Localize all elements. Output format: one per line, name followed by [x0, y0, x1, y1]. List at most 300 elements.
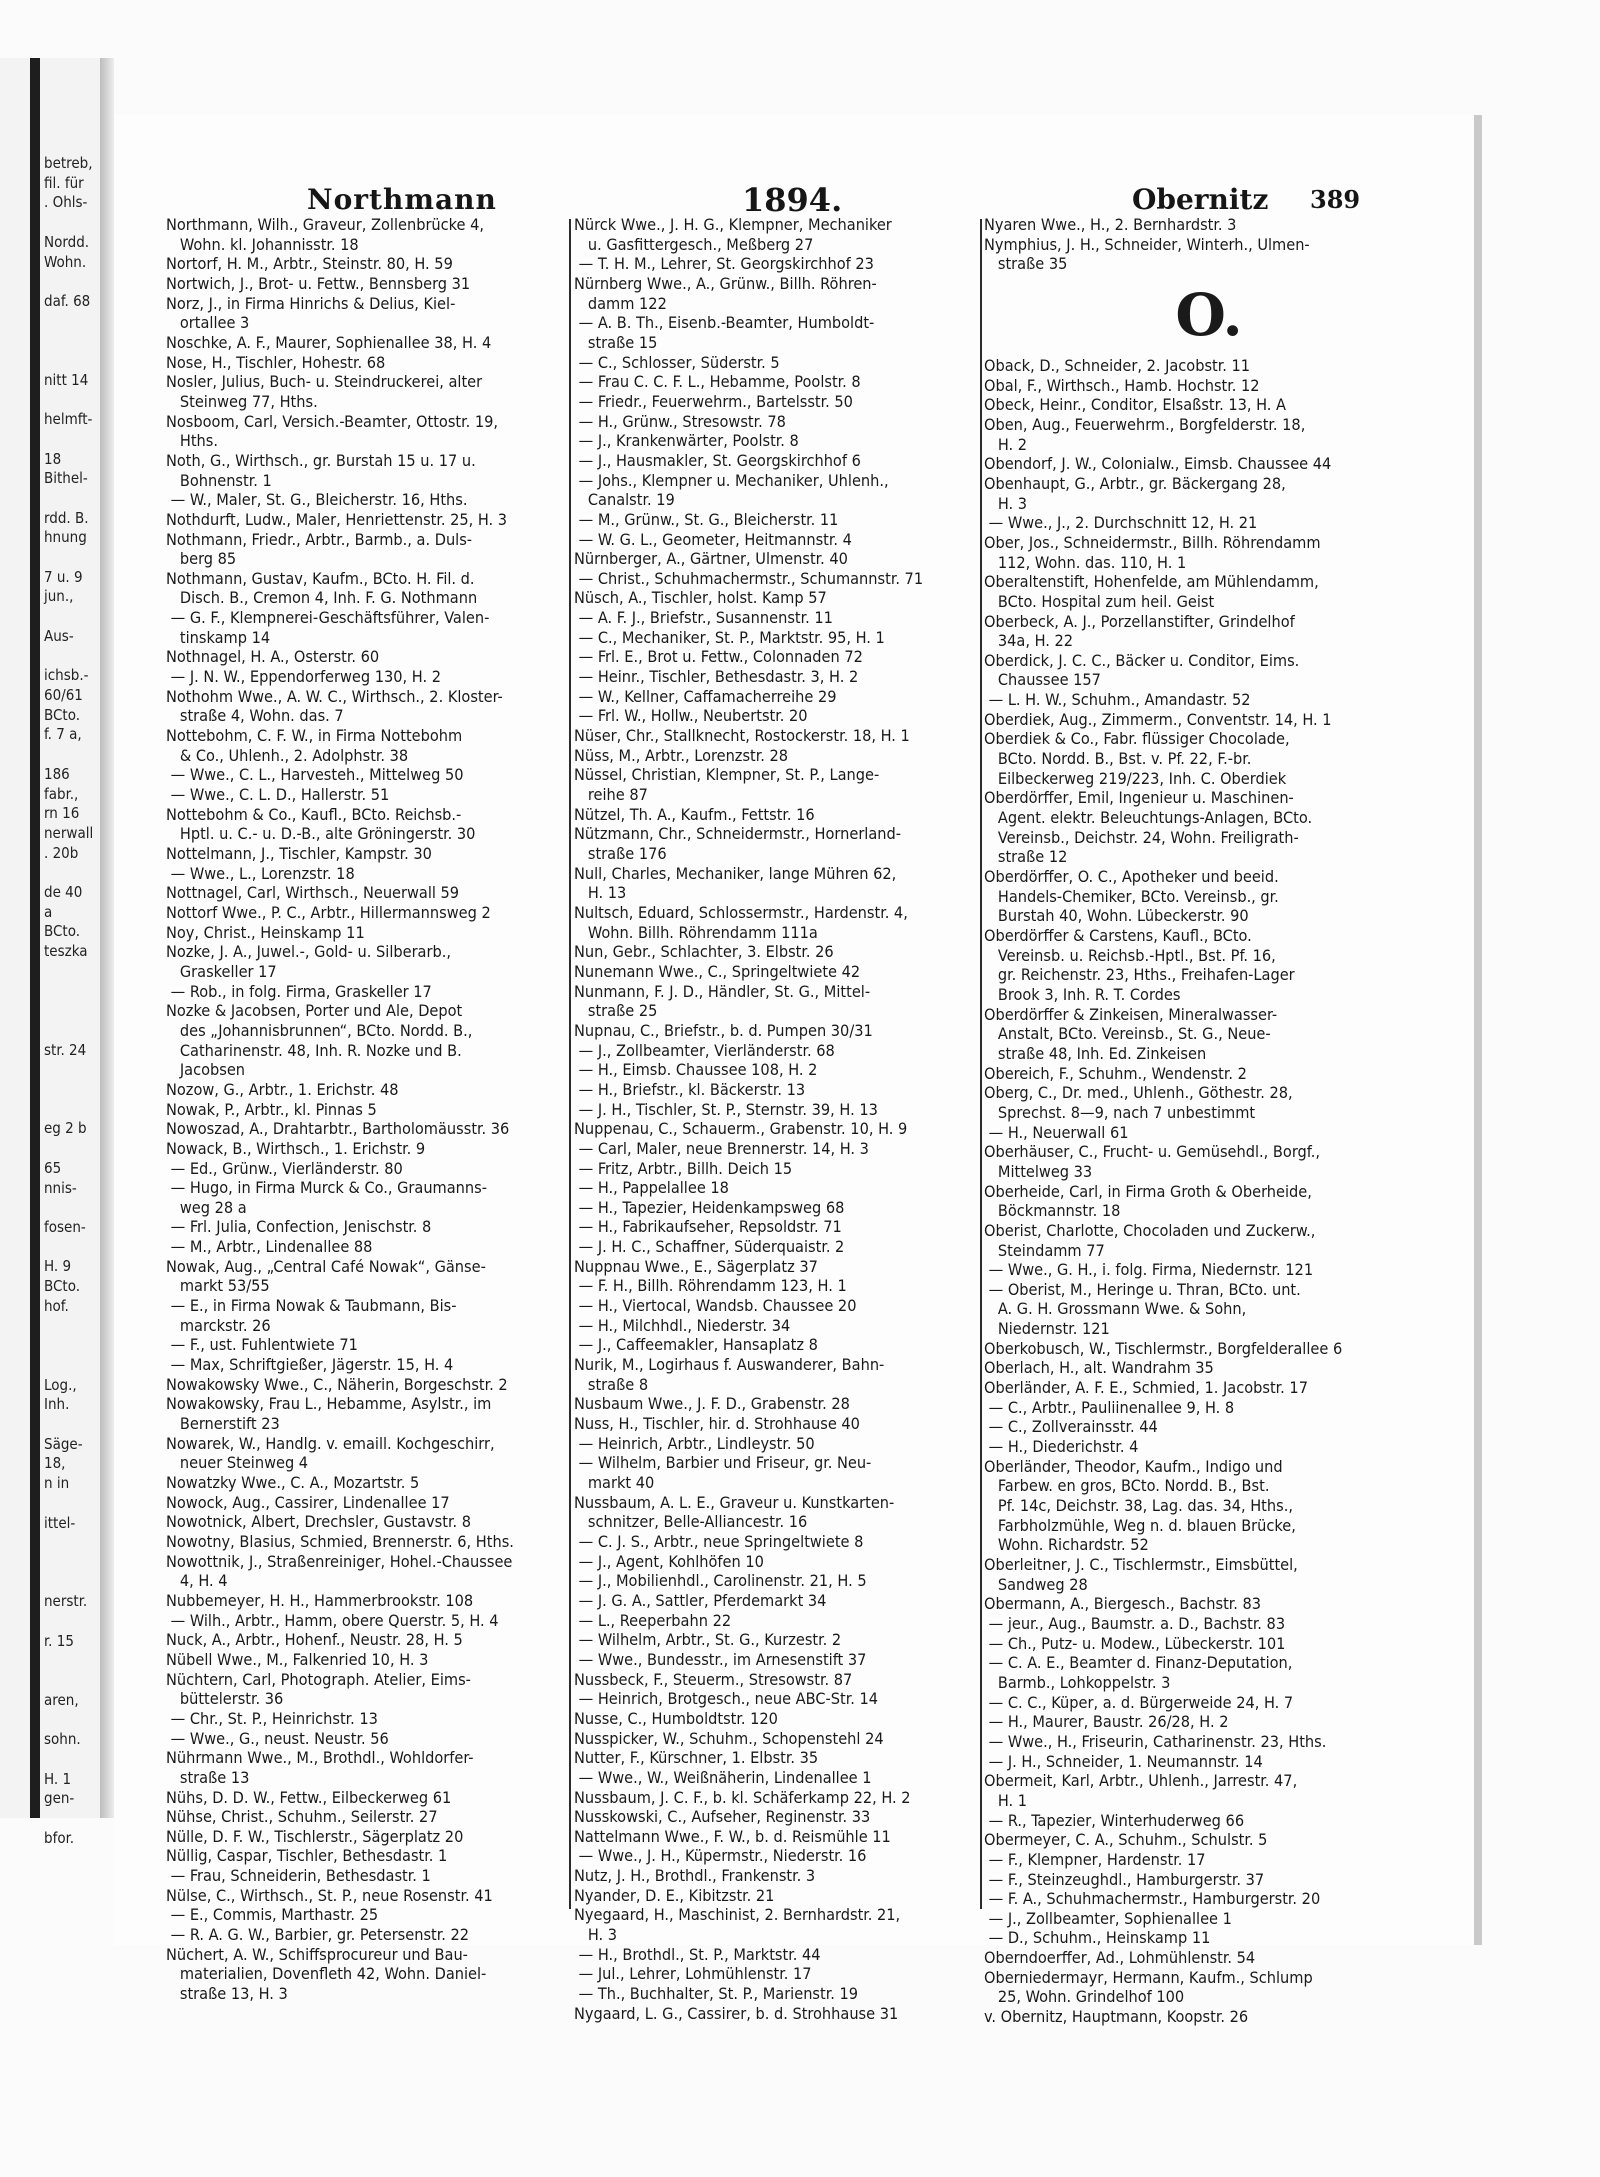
directory-entry-line: Nowakowsky, Frau L., Hebamme, Asylstr., im [166, 1394, 492, 1414]
directory-entry-line: — J., Agent, Kohlhöfen 10 [574, 1551, 764, 1571]
directory-entry-line: Nun, Gebr., Schlachter, 3. Elbstr. 26 [574, 942, 834, 962]
directory-entry-line: Niedernstr. 121 [984, 1319, 1110, 1339]
directory-entry-line: Nothmann, Gustav, Kaufm., BCto. H. Fil. d. [166, 568, 475, 588]
directory-entry-line: Nusse, C., Humboldtstr. 120 [574, 1708, 778, 1728]
directory-entry-line: — Max, Schriftgießer, Jägerstr. 15, H. 4 [166, 1355, 454, 1375]
directory-entry-line: Nürck Wwe., J. H. G., Klempner, Mechaniker [574, 215, 892, 234]
directory-entry-line: Nowotny, Blasius, Schmied, Brennerstr. 6, Hths. [166, 1531, 514, 1551]
directory-entry-line: — Wwe., G. H., i. folg. Firma, Niedernstr. 121 [984, 1260, 1314, 1280]
directory-entry-line: — Wwe., C. L. D., Hallerstr. 51 [166, 785, 390, 805]
directory-entry-line: H. 2 [984, 434, 1028, 454]
directory-entry-line: Northmann, Wilh., Graveur, Zollenbrücke 4, [166, 215, 484, 234]
directory-entry-line: — G. F., Klempnerei-Geschäftsführer, Valen- [166, 608, 490, 628]
directory-entry-line: — A. F. J., Briefstr., Susannenstr. 11 [574, 608, 833, 628]
directory-entry-line: — H., Diederichstr. 4 [984, 1437, 1139, 1457]
directory-entry-line: Nottebohm, C. F. W., in Firma Nottebohm [166, 726, 463, 746]
directory-entry-line: Nottebohm & Co., Kaufl., BCto. Reichsb.- [166, 804, 462, 824]
directory-entry-line: Nuppnau Wwe., E., Sägerplatz 37 [574, 1256, 818, 1276]
directory-entry-line: — C., Mechaniker, St. P., Marktstr. 95, H. 1 [574, 627, 885, 647]
directory-entry-line: — J., Krankenwärter, Poolstr. 8 [574, 431, 799, 451]
facing-page-fragment: Aus- [44, 626, 74, 645]
directory-entry-line: Wohn. kl. Johannisstr. 18 [166, 234, 359, 254]
facing-page-fragment: sohn. [44, 1730, 81, 1749]
facing-page-fragment: bfor. [44, 1828, 75, 1847]
directory-entry-line: — J. N. W., Eppendorferweg 130, H. 2 [166, 667, 441, 687]
directory-entry-line: Nuppenau, C., Schauerm., Grabenstr. 10, H. 9 [574, 1119, 908, 1139]
directory-entry-line: Null, Charles, Mechaniker, lange Mühren 62, [574, 863, 897, 883]
directory-entry-line: Nühs, D. D. W., Fettw., Eilbeckerweg 61 [166, 1787, 452, 1807]
directory-entry-line: gr. Reichenstr. 23, Hths., Freihafen-Lager [984, 965, 1295, 985]
directory-entry-line: Vereinsb. u. Reichsb.-Hptl., Bst. Pf. 16, [984, 945, 1276, 965]
directory-entry-line: — Wwe., J. H., Küpermstr., Niederstr. 16 [574, 1846, 867, 1866]
facing-page-fragment [44, 863, 100, 883]
directory-entry-line: Burstah 40, Wohn. Lübeckerstr. 90 [984, 906, 1249, 926]
facing-page-spine [30, 58, 40, 1818]
directory-entry-line: — R. A. G. W., Barbier, gr. Petersenstr. 22 [166, 1925, 470, 1945]
directory-entry-line: Obeck, Heinr., Conditor, Elsaßstr. 13, H. A [984, 395, 1287, 415]
directory-entry-line: Nuck, A., Arbtr., Hohenf., Neustr. 28, H. 5 [166, 1630, 463, 1650]
directory-entry-line: Nussbaum, A. L. E., Graveur u. Kunstkarten- [574, 1492, 895, 1512]
directory-entry-line: Nattelmann Wwe., F. W., b. d. Reismühle 11 [574, 1826, 891, 1846]
directory-entry-line: — F., Steinzeughdl., Hamburgerstr. 37 [984, 1869, 1265, 1889]
facing-page-fragment [44, 390, 100, 410]
directory-entry-line: Vereinsb., Deichstr. 24, Wohn. Freiligrath- [984, 827, 1299, 847]
directory-entry-line: H. 1 [984, 1790, 1028, 1810]
directory-column-1 [166, 215, 566, 2004]
directory-entry-line: — Christ., Schuhmachermstr., Schumannstr. 71 [574, 568, 924, 588]
facing-page-fragment [44, 351, 100, 371]
directory-entry-line: — C. A. E., Beamter d. Finanz-Deputation, [984, 1653, 1293, 1673]
directory-entry-line: Nussbeck, F., Steuerm., Stresowstr. 87 [574, 1669, 853, 1689]
directory-entry-line: Nussbaum, J. C. F., b. kl. Schäferkamp 22, H. 2 [574, 1787, 911, 1807]
directory-entry-line: — Wilhelm, Arbtr., St. G., Kurzestr. 2 [574, 1630, 842, 1650]
facing-page-fragment [44, 607, 100, 627]
directory-entry-line: Nupnau, C., Briefstr., b. d. Pumpen 30/31 [574, 1020, 873, 1040]
facing-page-fragment: 18, [44, 1454, 66, 1473]
directory-entry-line: Nusspicker, W., Schuhm., Schopenstehl 24 [574, 1728, 884, 1748]
directory-entry-line: H. 3 [574, 1925, 618, 1945]
facing-page-fragment: a [44, 902, 53, 921]
directory-entry-line: Nüllig, Caspar, Tischler, Bethesdastr. 1 [166, 1846, 448, 1866]
directory-entry-line: — J., Hausmakler, St. Georgskirchhof 6 [574, 450, 861, 470]
facing-page-fragment: str. 24 [44, 1040, 87, 1059]
directory-entry-line: Oberländer, A. F. E., Schmied, 1. Jacobstr. 17 [984, 1378, 1308, 1398]
facing-page-fragment [44, 1809, 100, 1829]
directory-entry-line: Nymphius, J. H., Schneider, Winterh., Ulmen- [984, 234, 1310, 254]
directory-entry-line: Obermeyer, C. A., Schuhm., Schulstr. 5 [984, 1830, 1268, 1850]
directory-entry-line: damm 122 [574, 293, 667, 313]
directory-entry-line: straße 176 [574, 844, 667, 863]
directory-entry-line: — H., Neuerwall 61 [984, 1122, 1129, 1142]
directory-entry-line: — Wilh., Arbtr., Hamm, obere Querstr. 5, H. 4 [166, 1610, 499, 1630]
directory-entry-line: Nozke, J. A., Juwel.-, Gold- u. Silberarb., [166, 942, 451, 962]
facing-page-fragment: Säge- [44, 1434, 83, 1453]
directory-entry-line: Nowack, B., Wirthsch., 1. Erichstr. 9 [166, 1138, 426, 1158]
directory-entry-line: Norz, J., in Firma Hinrichs & Delius, Kiel- [166, 293, 456, 313]
directory-entry-line: H. 3 [984, 493, 1028, 513]
directory-entry-line: schnitzer, Belle-Alliancestr. 16 [574, 1512, 808, 1532]
directory-entry-line: — F. H., Billh. Röhrendamm 123, H. 1 [574, 1276, 847, 1296]
directory-entry-line: Obereich, F., Schuhm., Wendenstr. 2 [984, 1063, 1247, 1083]
facing-page-fragment [44, 548, 100, 568]
directory-entry-line: — Rob., in folg. Firma, Graskeller 17 [166, 981, 432, 1001]
directory-entry-line: Nüchert, A. W., Schiffsprocureur und Bau- [166, 1944, 468, 1964]
directory-entry-line: weg 28 a [166, 1197, 247, 1217]
directory-entry-line: Nuss, H., Tischler, hir. d. Strohhause 40 [574, 1414, 860, 1434]
facing-page-fragment [44, 982, 100, 1002]
directory-entry-line: — Jul., Lehrer, Lohmühlenstr. 17 [574, 1964, 812, 1984]
facing-page-fragment [44, 1651, 100, 1671]
directory-entry-line: Nüssel, Christian, Klempner, St. P., Lange- [574, 765, 880, 785]
directory-entry-line: — Th., Buchhalter, St. P., Marienstr. 19 [574, 1984, 858, 2004]
facing-page-fragment: nnis- [44, 1178, 77, 1197]
directory-entry-line: Mittelweg 33 [984, 1161, 1093, 1181]
directory-entry-line: Nyander, D. E., Kibitzstr. 21 [574, 1885, 775, 1905]
facing-page-fragment [44, 1356, 100, 1376]
directory-entry-line: 4, H. 4 [166, 1571, 228, 1591]
directory-entry-line: — J. H., Schneider, 1. Neumannstr. 14 [984, 1751, 1263, 1771]
facing-page-fragment [44, 1553, 100, 1573]
facing-page-fragment: Bithel- [44, 469, 88, 488]
directory-entry-line: Oberländer, Theodor, Kaufm., Indigo und [984, 1456, 1283, 1476]
directory-entry-line: — H., Briefstr., kl. Bäckerstr. 13 [574, 1079, 806, 1099]
directory-entry-line: Bohnenstr. 1 [166, 470, 272, 490]
directory-entry-line: Farbew. en gros, BCto. Nordd. B., Bst. [984, 1476, 1270, 1496]
facing-page-fragment [44, 1139, 100, 1159]
directory-entry-line: Farbholzmühle, Weg n. d. blauen Brücke, [984, 1515, 1296, 1535]
facing-page-fragment: nitt 14 [44, 370, 89, 389]
directory-entry-line: — Wwe., W., Weißnäherin, Lindenallee 1 [574, 1767, 872, 1787]
facing-page-fragment: BCto. [44, 705, 80, 724]
facing-page-fragment: H. 9 [44, 1257, 72, 1276]
directory-entry-line: Nülse, C., Wirthsch., St. P., neue Rosenstr. 41 [166, 1885, 493, 1905]
directory-entry-line: Nyegaard, H., Maschinist, 2. Bernhardstr. 21, [574, 1905, 901, 1925]
directory-entry-line: 112, Wohn. das. 110, H. 1 [984, 552, 1187, 572]
facing-page-fragment: teszka [44, 942, 88, 961]
header-left-running-head: Northmann [307, 183, 497, 216]
directory-entry-line: — Ed., Grünw., Vierländerstr. 80 [166, 1158, 403, 1178]
directory-entry-line: Nülle, D. F. W., Tischlerstr., Sägerplatz 20 [166, 1826, 464, 1846]
directory-entry-line: Nübell Wwe., M., Falkenried 10, H. 3 [166, 1649, 429, 1669]
directory-entry-line: — Wwe., Bundesstr., im Arnesenstift 37 [574, 1649, 867, 1669]
facing-page-fragment: ittel- [44, 1513, 76, 1532]
directory-entry-line: Oberniedermayr, Hermann, Kaufm., Schlump [984, 1967, 1313, 1987]
directory-entry-line: — Wilhelm, Barbier und Friseur, gr. Neu- [574, 1453, 872, 1473]
directory-entry-line: Oberdörffer, O. C., Apotheker und beeid. [984, 867, 1279, 887]
directory-entry-line: — Heinr., Tischler, Bethesdastr. 3, H. 2 [574, 667, 859, 687]
directory-entry-line: Oback, D., Schneider, 2. Jacobstr. 11 [984, 355, 1251, 375]
directory-entry-line: Noy, Christ., Heinskamp 11 [166, 922, 365, 942]
directory-entry-line: Barmb., Lohkoppelstr. 3 [984, 1672, 1171, 1692]
directory-entry-line: — Wwe., G., neust. Neustr. 56 [166, 1728, 389, 1748]
directory-entry-line: Brook 3, Inh. R. T. Cordes [984, 984, 1181, 1004]
directory-entry-line: Nürnberger, A., Gärtner, Ulmenstr. 40 [574, 549, 848, 569]
directory-entry-line: — Heinrich, Arbtr., Lindleystr. 50 [574, 1433, 815, 1453]
directory-entry-line: neuer Steinweg 4 [166, 1453, 309, 1473]
directory-entry-line: — Friedr., Feuerwehrm., Bartelsstr. 50 [574, 391, 853, 411]
facing-page-fragment [44, 1711, 100, 1731]
header-year: 1894. [742, 181, 843, 219]
directory-entry-line: 34a, H. 22 [984, 631, 1074, 651]
directory-entry-line: Catharinenstr. 48, Inh. R. Nozke und B. [166, 1040, 462, 1060]
facing-page-fragment: r. 15 [44, 1631, 74, 1650]
directory-entry-line: Oberdiek, Aug., Zimmerm., Conventstr. 14, H. 1 [984, 709, 1332, 729]
directory-entry-line: Hths. [166, 431, 218, 451]
directory-entry-line: Oberdiek & Co., Fabr. flüssiger Chocolade, [984, 729, 1290, 749]
facing-page-fragment [44, 1080, 100, 1100]
column-rule-1 [569, 219, 571, 1909]
directory-entry-line: markt 40 [574, 1473, 655, 1492]
directory-entry-line: Nunmann, F. J. D., Händler, St. G., Mittel- [574, 981, 871, 1001]
directory-entry-line: Nunemann Wwe., C., Springeltwiete 42 [574, 961, 861, 981]
directory-entry-line: — C., Zollverainsstr. 44 [984, 1417, 1158, 1437]
facing-page-fragment: Nordd. [44, 232, 90, 251]
directory-entry-line: marckstr. 26 [166, 1315, 271, 1335]
directory-entry-line: Oberdörffer & Carstens, Kaufl., BCto. [984, 926, 1252, 945]
facing-page-fragment: gen- [44, 1789, 75, 1808]
directory-entry-line: — J., Zollbeamter, Vierländerstr. 68 [574, 1040, 835, 1060]
facing-page-fragment [44, 1336, 100, 1356]
facing-page-fragment: nerstr. [44, 1592, 88, 1611]
directory-entry-line: Nottelmann, J., Tischler, Kampstr. 30 [166, 844, 432, 863]
facing-page-fragment: BCto. [44, 1277, 80, 1296]
directory-entry-line: Oberdick, J. C. C., Bäcker u. Conditor, Eims. [984, 650, 1300, 670]
directory-entry-line: ortallee 3 [166, 313, 250, 333]
facing-page-fragment: fabr., [44, 784, 79, 803]
directory-entry-line: straße 48, Inh. Ed. Zinkeisen [984, 1043, 1207, 1063]
directory-entry-line: — D., Schuhm., Heinskamp 11 [984, 1928, 1211, 1948]
directory-entry-line: Anstalt, BCto. Vereinsb., St. G., Neue- [984, 1024, 1271, 1044]
directory-entry-line: Wohn. Richardstr. 52 [984, 1535, 1149, 1555]
facing-page-fragment: fil. für [44, 173, 84, 192]
directory-entry-line: — H., Maurer, Baustr. 26/28, H. 2 [984, 1712, 1229, 1732]
directory-entry-line: — H., Grünw., Stresowstr. 78 [574, 411, 786, 431]
facing-page-text-fragments [44, 154, 100, 1848]
facing-page-edge [0, 58, 103, 1847]
directory-entry-line: Nowakowsky Wwe., C., Näherin, Borgeschstr. 2 [166, 1374, 508, 1394]
directory-entry-line: — H., Viertocal, Wandsb. Chaussee 20 [574, 1296, 857, 1316]
directory-entry-line: — Hugo, in Firma Murck & Co., Graumanns- [166, 1178, 487, 1198]
directory-entry-line: — C., Arbtr., Pauliinenallee 9, H. 8 [984, 1397, 1235, 1417]
directory-entry-line: — F., ust. Fuhlentwiete 71 [166, 1335, 358, 1355]
facing-page-fragment [44, 1100, 100, 1120]
directory-entry-line: Handels-Chemiker, BCto. Vereinsb., gr. [984, 886, 1279, 906]
facing-page-fragment [44, 213, 100, 233]
directory-entry-line: — H., Pappelallee 18 [574, 1178, 729, 1198]
page-number: 389 [1310, 185, 1361, 214]
directory-entry-line: — J., Mobilienhdl., Carolinenstr. 21, H. 5 [574, 1571, 867, 1591]
directory-entry-line: — Frau C. C. F. L., Hebamme, Poolstr. 8 [574, 372, 861, 392]
directory-entry-line: — W., Maler, St. G., Bleicherstr. 16, Hths. [166, 490, 468, 510]
directory-entry-line: Wohn. Billh. Röhrendamm 111a [574, 922, 818, 942]
directory-entry-line: Oberndoerffer, Ad., Lohmühlenstr. 54 [984, 1948, 1256, 1968]
facing-page-fragment [44, 647, 100, 667]
directory-entry-line: A. G. H. Grossmann Wwe. & Sohn, [984, 1299, 1247, 1319]
facing-page-fragment: 7 u. 9 [44, 567, 83, 586]
directory-entry-line: Nüchtern, Carl, Photograph. Atelier, Eims- [166, 1669, 471, 1689]
directory-entry-line: reihe 87 [574, 785, 648, 805]
directory-page [114, 115, 1482, 2027]
directory-entry-line: Nühse, Christ., Schuhm., Seilerstr. 27 [166, 1807, 438, 1827]
directory-entry-line: — J. G. A., Sattler, Pferdemarkt 34 [574, 1590, 827, 1610]
facing-page-fragment: fosen- [44, 1217, 86, 1236]
directory-entry-line: BCto. Nordd. B., Bst. v. Pf. 22, F.-br. [984, 749, 1252, 769]
header-right-running-head: Obernitz [1132, 183, 1269, 216]
directory-entry-line: BCto. Hospital zum heil. Geist [984, 591, 1215, 611]
facing-page-fragment [44, 312, 100, 332]
directory-entry-line: Oberist, Charlotte, Chocoladen und Zuckerw., [984, 1220, 1316, 1240]
directory-entry-line: Nosboom, Carl, Versich.-Beamter, Ottostr. 19, [166, 411, 499, 431]
directory-entry-line: — Ch., Putz- u. Modew., Lübeckerstr. 101 [984, 1633, 1286, 1653]
directory-entry-line: — R., Tapezier, Winterhuderweg 66 [984, 1810, 1245, 1830]
directory-column-3 [984, 215, 1384, 2027]
directory-entry-line: Disch. B., Cremon 4, Inh. F. G. Nothmann [166, 588, 478, 608]
directory-entry-line: Nowak, Aug., „Central Café Nowak“, Gänse- [166, 1256, 486, 1276]
directory-entry-line: Oberheide, Carl, in Firma Groth & Oberheide, [984, 1181, 1312, 1201]
directory-entry-line: des „Johannisbrunnen“, BCto. Nordd. B., [166, 1020, 473, 1040]
directory-entry-line: Nygaard, L. G., Cassirer, b. d. Strohhause 31 [574, 2003, 899, 2023]
directory-entry-line: — W. G. L., Geometer, Heitmannstr. 4 [574, 529, 852, 549]
directory-entry-line: Nutter, F., Kürschner, 1. Elbstr. 35 [574, 1748, 819, 1768]
directory-entry-line: Nowatzky Wwe., C. A., Mozartstr. 5 [166, 1473, 420, 1492]
directory-entry-line: — J. H., Tischler, St. P., Sternstr. 39, H. 13 [574, 1099, 878, 1119]
directory-entry-line: Nottnagel, Carl, Wirthsch., Neuerwall 59 [166, 883, 460, 903]
directory-entry-line: Steindamm 77 [984, 1240, 1105, 1260]
directory-entry-line: tinskamp 14 [166, 627, 271, 647]
directory-entry-line: Oberdörffer, Emil, Ingenieur u. Maschinen- [984, 788, 1294, 808]
directory-entry-line: — jeur., Aug., Baumstr. a. D., Bachstr. 83 [984, 1613, 1286, 1633]
directory-entry-line: Nowarek, W., Handlg. v. emaill. Kochgeschirr, [166, 1433, 495, 1453]
directory-entry-line: Nüsch, A., Tischler, holst. Kamp 57 [574, 588, 827, 608]
directory-entry-line: Obenhaupt, G., Arbtr., gr. Bäckergang 28, [984, 473, 1286, 493]
directory-entry-line: — J., Zollbeamter, Sophienallee 1 [984, 1908, 1232, 1928]
directory-entry-line: Obermann, A., Biergesch., Bachstr. 83 [984, 1594, 1262, 1614]
facing-page-fragment [44, 430, 100, 450]
directory-entry-line: Nusbaum Wwe., J. F. D., Grabenstr. 28 [574, 1394, 850, 1414]
directory-entry-line: Nubbemeyer, H. H., Hammerbrookstr. 108 [166, 1590, 474, 1610]
directory-entry-line: Oberkobusch, W., Tischlermstr., Borgfelderallee 6 [984, 1338, 1343, 1358]
directory-entry-line: — T. H. M., Lehrer, St. Georgskirchhof 23 [574, 254, 874, 274]
directory-entry-line: — C. C., Küper, a. d. Bürgerweide 24, H. 7 [984, 1692, 1294, 1712]
facing-page-fragment: de 40 [44, 883, 83, 902]
directory-entry-line: materialien, Dovenfleth 42, Wohn. Daniel- [166, 1964, 487, 1984]
directory-entry-line: — L., Reeperbahn 22 [574, 1610, 732, 1630]
directory-entry-line: — Oberist, M., Heringe u. Thran, BCto. unt. [984, 1279, 1301, 1299]
facing-page-fragment: BCto. [44, 922, 80, 941]
facing-page-fragment: . Ohls- [44, 193, 88, 212]
directory-entry-line: Oberlach, H., alt. Wandrahm 35 [984, 1358, 1214, 1378]
facing-page-fragment [44, 1316, 100, 1336]
facing-page-fragment: jun., [44, 587, 74, 606]
directory-entry-line: Nusskowski, C., Aufseher, Reginenstr. 33 [574, 1807, 871, 1827]
facing-page-fragment [44, 1573, 100, 1593]
directory-entry-line: büttelerstr. 36 [166, 1689, 284, 1709]
directory-entry-line: — Wwe., J., 2. Durchschnitt 12, H. 21 [984, 513, 1258, 533]
directory-entry-line: H. 13 [574, 883, 627, 903]
directory-entry-line: & Co., Uhlenh., 2. Adolphstr. 38 [166, 745, 409, 765]
directory-entry-line: — Frl. W., Hollw., Neubertstr. 20 [574, 706, 808, 726]
directory-column-2 [574, 215, 994, 2023]
directory-entry-line: — Fritz, Arbtr., Billh. Deich 15 [574, 1158, 793, 1178]
directory-entry-line: Obendorf, J. W., Colonialw., Eimsb. Chaussee 44 [984, 454, 1332, 474]
directory-entry-line: Nothdurft, Ludw., Maler, Henriettenstr. 25, H. 3 [166, 509, 508, 529]
facing-page-fragment [44, 962, 100, 982]
facing-page-fragment [44, 1750, 100, 1770]
directory-entry-line: Nüser, Chr., Stallknecht, Rostockerstr. 18, H. 1 [574, 726, 910, 746]
facing-page-fragment: 65 [44, 1158, 62, 1177]
directory-entry-line: u. Gasfittergesch., Meßberg 27 [574, 234, 814, 254]
directory-entry-line: — E., Commis, Marthastr. 25 [166, 1905, 379, 1925]
facing-page-fragment [44, 1494, 100, 1514]
directory-entry-line: Nothohm Wwe., A. W. C., Wirthsch., 2. Kloster- [166, 686, 503, 706]
directory-entry-line: — J., Caffeemakler, Hansaplatz 8 [574, 1335, 818, 1355]
directory-entry-line: — Chr., St. P., Heinrichstr. 13 [166, 1708, 378, 1728]
directory-entry-line: — Wwe., C. L., Harvesteh., Mittelweg 50 [166, 765, 464, 785]
directory-entry-line: 25, Wohn. Grindelhof 100 [984, 1987, 1185, 2007]
directory-entry-line: Nottorf Wwe., P. C., Arbtr., Hillermannsweg 2 [166, 902, 491, 922]
facing-page-fragment: helmft- [44, 410, 93, 429]
directory-entry-line: Graskeller 17 [166, 961, 277, 981]
directory-entry-line: — Carl, Maler, neue Brennerstr. 14, H. 3 [574, 1138, 869, 1158]
facing-page-fragment [44, 1198, 100, 1218]
directory-entry-line: — Frl. E., Brot u. Fettw., Colonnaden 72 [574, 647, 863, 667]
directory-entry-line: Nose, H., Tischler, Hohestr. 68 [166, 352, 386, 372]
directory-entry-line: v. Obernitz, Hauptmann, Koopstr. 26 [984, 2007, 1249, 2027]
directory-entry-line: Nowock, Aug., Cassirer, Lindenallee 17 [166, 1492, 450, 1512]
directory-entry-line: Nührmann Wwe., M., Brothdl., Wohldorfer- [166, 1748, 474, 1768]
directory-entry-line: Hptl. u. C.- u. D.-B., alte Gröningerstr. 30 [166, 824, 476, 844]
directory-entry-line: Nützel, Th. A., Kaufm., Fettstr. 16 [574, 804, 815, 824]
facing-page-fragment: aren, [44, 1690, 79, 1709]
facing-page-fragment [44, 1612, 100, 1632]
directory-entry-line: — C. J. S., Arbtr., neue Springeltwiete 8 [574, 1531, 864, 1551]
directory-entry-line: Böckmannstr. 18 [984, 1201, 1121, 1221]
facing-page-fragment: hof. [44, 1296, 69, 1315]
directory-entry-line: straße 12 [984, 847, 1068, 867]
directory-entry-line: Nyaren Wwe., H., 2. Bernhardstr. 3 [984, 215, 1237, 234]
directory-entry-line: Nozow, G., Arbtr., 1. Erichstr. 48 [166, 1079, 399, 1099]
directory-entry-line: Agent. elektr. Beleuchtungs-Anlagen, BCto. [984, 808, 1313, 828]
facing-page-fragment: 60/61 [44, 685, 83, 704]
directory-entry-line: — Wwe., L., Lorenzstr. 18 [166, 863, 355, 883]
facing-page-fragment: betreb, [44, 154, 93, 172]
directory-entry-line: Nozke & Jacobsen, Porter und Ale, Depot [166, 1001, 463, 1021]
directory-entry-line: Oberleitner, J. C., Tischlermstr., Eimsbüttel, [984, 1555, 1298, 1574]
directory-entry-line: Bernerstift 23 [166, 1414, 280, 1434]
directory-entry-line: — H., Brothdl., St. P., Marktstr. 44 [574, 1944, 821, 1964]
facing-page-fragment: 18 [44, 449, 62, 468]
directory-entry-line: Nowoszad, A., Drahtarbtr., Bartholomäusstr. 36 [166, 1119, 510, 1139]
directory-entry-line: straße 8 [574, 1374, 649, 1394]
directory-entry-line: — Frl. Julia, Confection, Jenischstr. 8 [166, 1217, 432, 1237]
directory-entry-line: Nortorf, H. M., Arbtr., Steinstr. 80, H. 59 [166, 254, 453, 274]
directory-entry-line: Sandweg 28 [984, 1574, 1088, 1594]
directory-entry-line: — E., in Firma Nowak & Taubmann, Bis- [166, 1296, 457, 1316]
directory-entry-line: Nüss, M., Arbtr., Lorenzstr. 28 [574, 745, 789, 765]
directory-entry-line: straße 35 [984, 254, 1068, 274]
facing-page-fragment: 186 [44, 764, 70, 783]
directory-entry-line: — J. H. C., Schaffner, Süderquaistr. 2 [574, 1237, 845, 1257]
facing-page-fragment: hnung [44, 528, 87, 547]
directory-entry-line: Nützmann, Chr., Schneidermstr., Hornerland- [574, 824, 902, 844]
facing-page-fragment: rdd. B. [44, 508, 89, 527]
directory-entry-line: Nultsch, Eduard, Schlossermstr., Hardenstr. 4, [574, 902, 908, 922]
directory-entry-line: Nosler, Julius, Buch- u. Steindruckerei, alter [166, 372, 483, 392]
directory-entry-line: Oberg, C., Dr. med., Uhlenh., Göthestr. 28, [984, 1083, 1293, 1103]
directory-entry-line: Obal, F., Wirthsch., Hamb. Hochstr. 12 [984, 375, 1260, 395]
directory-entry-line: markt 53/55 [166, 1276, 270, 1296]
facing-page-fragment: Log., [44, 1375, 77, 1394]
